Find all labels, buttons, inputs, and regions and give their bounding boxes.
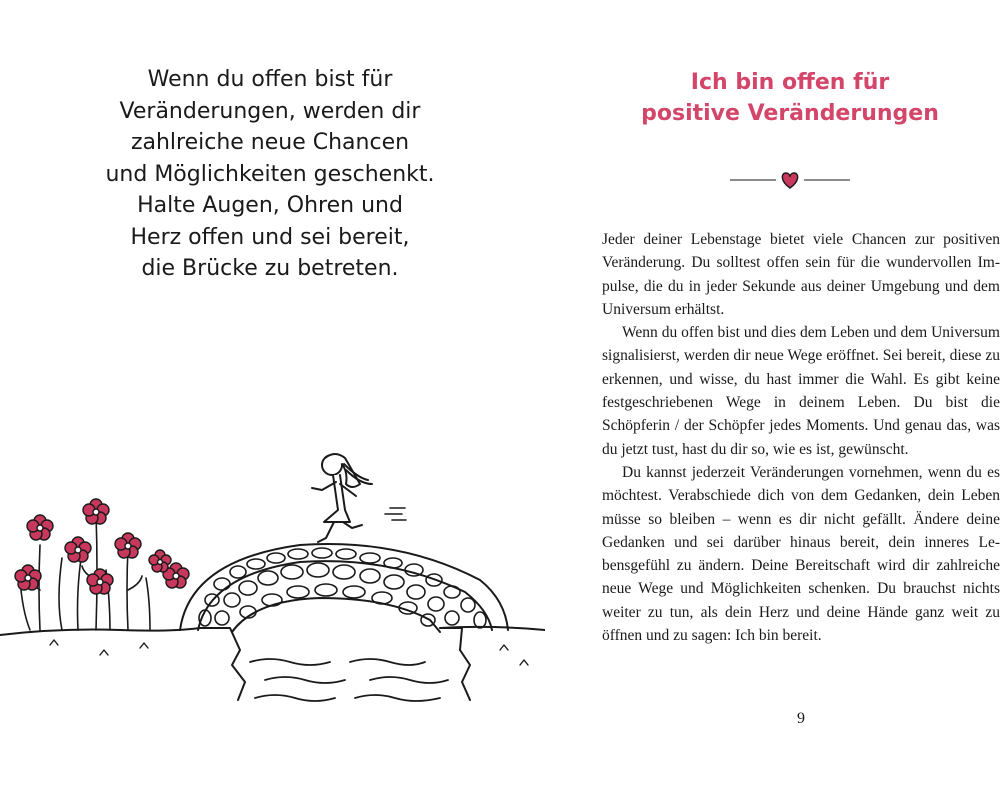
flower: [65, 537, 91, 562]
title-line: Ich bin offen für: [690, 70, 890, 95]
flower-garden: [15, 499, 528, 665]
flower: [115, 533, 141, 558]
quote-line: die Brücke zu betreten.: [141, 256, 399, 281]
right-page: [580, 0, 1000, 800]
chapter-title: [580, 67, 1000, 129]
paragraph: Jeder deiner Lebenstage bietet viele Chancen zur positiven Veränderung. Du solltest offen sein für die wundervollen Impulse, die du in jeder Sekunde aus deiner Umgebung und dem Universum erhältst.: [602, 231, 1000, 318]
quote-line: Herz offen und sei bereit,: [130, 224, 410, 250]
girl-crossing-bridge-illustration: [0, 450, 545, 720]
quote-line: Wenn du offen bist für: [147, 67, 393, 92]
page-number: 9: [797, 710, 805, 727]
flower: [27, 515, 53, 540]
quote-line: zahlreiche neue Chancen: [130, 130, 410, 155]
flower: [87, 569, 113, 594]
flower: [83, 499, 109, 524]
river-water: [250, 659, 448, 701]
stone-bridge: [180, 544, 508, 632]
affirmation-quote: [70, 64, 470, 285]
heart-icon: [782, 173, 797, 188]
riverbank-right: [440, 628, 470, 700]
paragraph: Wenn du offen bist und dies dem Leben und dem Universum signalisierst, werden dir neue Wege eröffnet. Sei bereit, diese zu erkennen, und wisse, du hast immer die Wahl. Es gibt keine festgeschriebenen Wege in deinem Leben. Du bist die Schöpferin / der Schöpfer jedes Moments. Und genau das, was du jetzt tust, hast du dir so, wie es ist, gewünscht.: [602, 324, 1000, 458]
heart-divider: [730, 168, 850, 192]
quote-line: und Möglichkeiten geschenkt.: [105, 161, 435, 187]
riverbank-left: [200, 628, 245, 700]
quote-line: Veränderungen, werden dir: [119, 98, 421, 124]
paragraph: Du kannst jederzeit Veränderungen vornehmen, wenn du es möchtest. Verabschiede dich von dem Gedanken, dein Leben müsse so bleiben – wenn es dir nicht gefällt. Ändere deine Gedanken und sei darüber hinaus bereit, dein inneres Lebensgefühl zu ändern. Deine Bereitschaft wird dir zahlreiche neue Wege und Möglichkeiten schenken. Du brauchst nichts weiter zu tun, als dein Herz und deine Hände ganz weit zu öffnen und zu sagen: Ich bin bereit.: [602, 463, 1000, 645]
quote-line: Halte Augen, Ohren und: [137, 193, 403, 218]
flower: [15, 565, 41, 590]
flower: [149, 550, 171, 572]
title-line: positive Veränderungen: [641, 101, 939, 126]
running-girl: [312, 450, 406, 542]
body-text: [602, 228, 1000, 647]
